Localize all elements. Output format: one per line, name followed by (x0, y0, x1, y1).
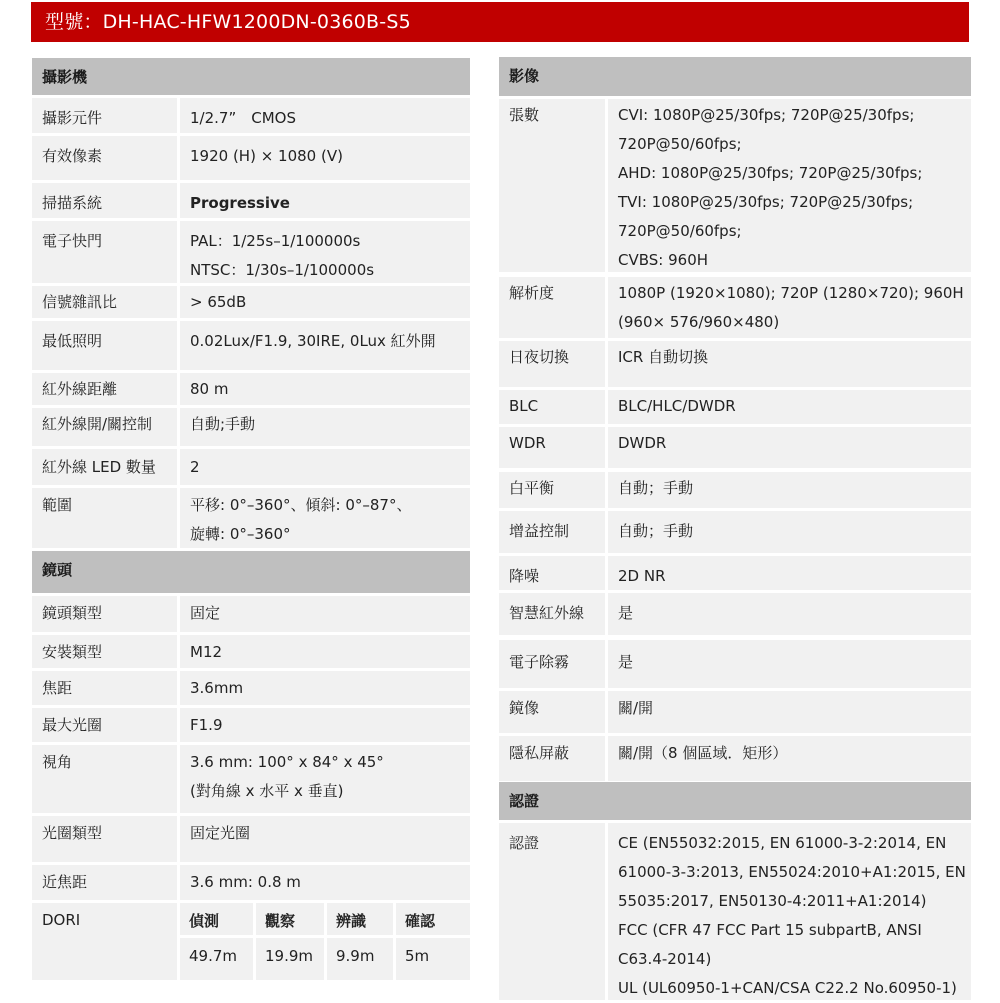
spec-label: 光圈類型 (32, 816, 177, 862)
spec-value: 是 (608, 640, 971, 688)
spec-value: CVI: 1080P@25/30fps; 720P@25/30fps; 720P@50/60fps; AHD: 1080P@25/30fps; 720P@25/30fps; TVI: 1080P@25/30fps; 720P@25/30fps; 720P@50/60fps; CVBS: 960H (608, 99, 971, 272)
spec-value: > 65dB (180, 286, 470, 318)
spec-value: 1920 (H) × 1080 (V) (180, 136, 470, 180)
spec-value: 是 (608, 593, 971, 635)
spec-value: M12 (180, 635, 470, 668)
spec-label: 信號雜訊比 (32, 286, 177, 318)
dori-header-observe: 觀察 (256, 903, 324, 935)
spec-label: 日夜切換 (499, 341, 605, 387)
spec-label: 增益控制 (499, 511, 605, 553)
model-title-bar: 型號：DH-HAC-HFW1200DN-0360B-S5 (31, 2, 969, 42)
spec-value: 平移: 0°–360°、傾斜: 0°–87°、 旋轉: 0°–360° (180, 488, 470, 548)
spec-value: PAL：1/25s–1/100000s NTSC：1/30s–1/100000s (180, 221, 470, 283)
dori-value-observe: 19.9m (256, 938, 324, 980)
spec-label: 電子除霧 (499, 640, 605, 688)
spec-label: 攝影元件 (32, 98, 177, 133)
dori-value-detect: 49.7m (180, 938, 253, 980)
dori-header-recognize: 辨識 (327, 903, 393, 935)
spec-value: 自動；手動 (608, 472, 971, 508)
spec-value: CE (EN55032:2015, EN 61000-3-2:2014, EN 61000-3-3:2013, EN55024:2010+A1:2015, EN 55035:2017, EN50130-4:2011+A1:2014) FCC (CFR 47 FCC Part 15 subpartB, ANSI C63.4-2014) UL (UL60950-1+CAN/CSA C22.2 No.60950-1) (608, 823, 971, 1000)
spec-label: 安裝類型 (32, 635, 177, 668)
spec-value: 固定光圈 (180, 816, 470, 862)
spec-label: 解析度 (499, 277, 605, 338)
spec-label: 視角 (32, 745, 177, 813)
spec-value: F1.9 (180, 708, 470, 742)
spec-label: 白平衡 (499, 472, 605, 508)
spec-value: BLC/HLC/DWDR (608, 390, 971, 424)
spec-label: BLC (499, 390, 605, 424)
spec-value: 1/2.7” CMOS (180, 98, 470, 133)
spec-value: 關/開（8 個區域．矩形） (608, 736, 971, 781)
spec-value: 關/開 (608, 691, 971, 733)
spec-label: 最大光圈 (32, 708, 177, 742)
spec-value: DWDR (608, 427, 971, 468)
spec-value: 3.6mm (180, 671, 470, 705)
dori-value-recognize: 9.9m (327, 938, 393, 980)
section-header-image: 影像 (499, 57, 971, 96)
dori-value-identify: 5m (396, 938, 470, 980)
section-header-certification: 認證 (499, 782, 971, 820)
dori-header-detect: 偵測 (180, 903, 253, 935)
spec-label: 最低照明 (32, 321, 177, 370)
spec-label: 有效像素 (32, 136, 177, 180)
spec-value: 2 (180, 449, 470, 485)
section-header-camera: 攝影機 (32, 58, 470, 95)
spec-label: 張數 (499, 99, 605, 272)
spec-label: 近焦距 (32, 865, 177, 900)
spec-value: 自動;手動 (180, 408, 470, 446)
spec-value: ICR 自動切換 (608, 341, 971, 387)
spec-value: 2D NR (608, 556, 971, 590)
spec-label: 鏡頭類型 (32, 596, 177, 632)
spec-label: 紅外線 LED 數量 (32, 449, 177, 485)
spec-value: 3.6 mm: 0.8 m (180, 865, 470, 900)
spec-label: 降噪 (499, 556, 605, 590)
spec-label: 掃描系統 (32, 183, 177, 218)
spec-value: 0.02Lux/F1.9, 30IRE, 0Lux 紅外開 (180, 321, 470, 370)
spec-label: 鏡像 (499, 691, 605, 733)
spec-label: 隱私屏蔽 (499, 736, 605, 781)
spec-value: 3.6 mm: 100° x 84° x 45° (對角線 x 水平 x 垂直) (180, 745, 470, 813)
spec-value: 80 m (180, 373, 470, 405)
spec-label: WDR (499, 427, 605, 468)
spec-label: 焦距 (32, 671, 177, 705)
spec-value: 固定 (180, 596, 470, 632)
section-header-lens: 鏡頭 (32, 551, 470, 593)
spec-label: 認證 (499, 823, 605, 1000)
spec-value: 1080P (1920×1080); 720P (1280×720); 960H (960× 576/960×480) (608, 277, 971, 338)
dori-header-identify: 確認 (396, 903, 470, 935)
spec-value: 自動；手動 (608, 511, 971, 553)
spec-label: 紅外線開/關控制 (32, 408, 177, 446)
spec-value: Progressive (180, 183, 470, 218)
spec-label: 智慧紅外線 (499, 593, 605, 635)
spec-label: 紅外線距離 (32, 373, 177, 405)
spec-label: 範圍 (32, 488, 177, 548)
spec-label: 電子快門 (32, 221, 177, 283)
spec-label: DORI (32, 903, 177, 980)
